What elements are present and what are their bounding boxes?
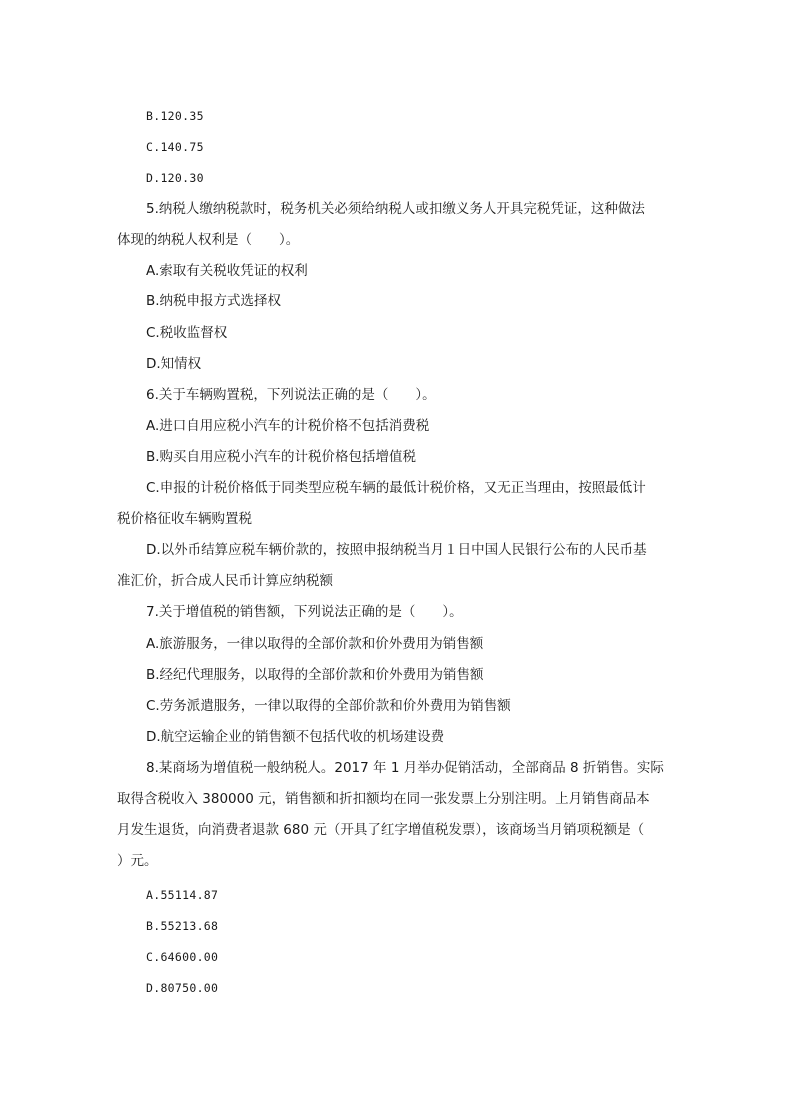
q6-option-d-line-1: D.以外币结算应税车辆价款的，按照申报纳税当月１日中国人民银行公布的人民币基 bbox=[146, 542, 647, 558]
q7-stem: 7.关于增值税的销售额，下列说法正确的是（ ）。 bbox=[146, 604, 463, 620]
q8-option-b: B.55213.68 bbox=[146, 919, 219, 933]
q6-option-b: B.购买自用应税小汽车的计税价格包括增值税 bbox=[146, 449, 417, 465]
q8-stem-line-1: 8.某商场为增值税一般纳税人。2017 年 1 月举办促销活动，全部商品 8 折销售。实际 bbox=[146, 760, 664, 776]
q4-option-d: D.120.30 bbox=[146, 171, 204, 185]
q7-option-a: A.旅游服务，一律以取得的全部价款和价外费用为销售额 bbox=[146, 636, 484, 652]
q5-option-c: C.税收监督权 bbox=[146, 325, 228, 341]
q7-option-b: B.经纪代理服务，以取得的全部价款和价外费用为销售额 bbox=[146, 667, 484, 683]
q5-option-b: B.纳税申报方式选择权 bbox=[146, 293, 282, 309]
q4-option-b: B.120.35 bbox=[146, 109, 204, 123]
q7-option-c: C.劳务派遣服务，一律以取得的全部价款和价外费用为销售额 bbox=[146, 698, 511, 714]
q6-option-d-line-2: 准汇价，折合成人民币计算应纳税额 bbox=[117, 573, 333, 589]
q5-stem-line-2: 体现的纳税人权利是（ ）。 bbox=[117, 232, 300, 248]
q8-stem-line-2: 取得含税收入 380000 元，销售额和折扣额均在同一张发票上分别注明。上月销售商品本 bbox=[117, 791, 650, 807]
q8-option-d: D.80750.00 bbox=[146, 981, 219, 995]
q5-option-d: D.知情权 bbox=[146, 356, 202, 372]
q8-option-c: C.64600.00 bbox=[146, 950, 219, 964]
q6-option-c-line-1: C.申报的计税价格低于同类型应税车辆的最低计税价格，又无正当理由，按照最低计 bbox=[146, 480, 646, 496]
q6-option-a: A.进口自用应税小汽车的计税价格不包括消费税 bbox=[146, 418, 430, 434]
q7-option-d: D.航空运输企业的销售额不包括代收的机场建设费 bbox=[146, 729, 445, 745]
q6-stem: 6.关于车辆购置税，下列说法正确的是（ ）。 bbox=[146, 387, 436, 403]
q8-option-a: A.55114.87 bbox=[146, 888, 219, 902]
q8-stem-line-3: 月发生退货，向消费者退款 680 元（开具了红字增值税发票），该商场当月销项税额是（ bbox=[117, 822, 645, 838]
q6-option-c-line-2: 税价格征收车辆购置税 bbox=[117, 511, 252, 527]
q8-stem-line-4: ）元。 bbox=[117, 853, 158, 869]
q5-option-a: A.索取有关税收凭证的权利 bbox=[146, 263, 308, 279]
q4-option-c: C.140.75 bbox=[146, 140, 204, 154]
q5-stem-line-1: 5.纳税人缴纳税款时，税务机关必须给纳税人或扣缴义务人开具完税凭证，这种做法 bbox=[146, 201, 645, 217]
